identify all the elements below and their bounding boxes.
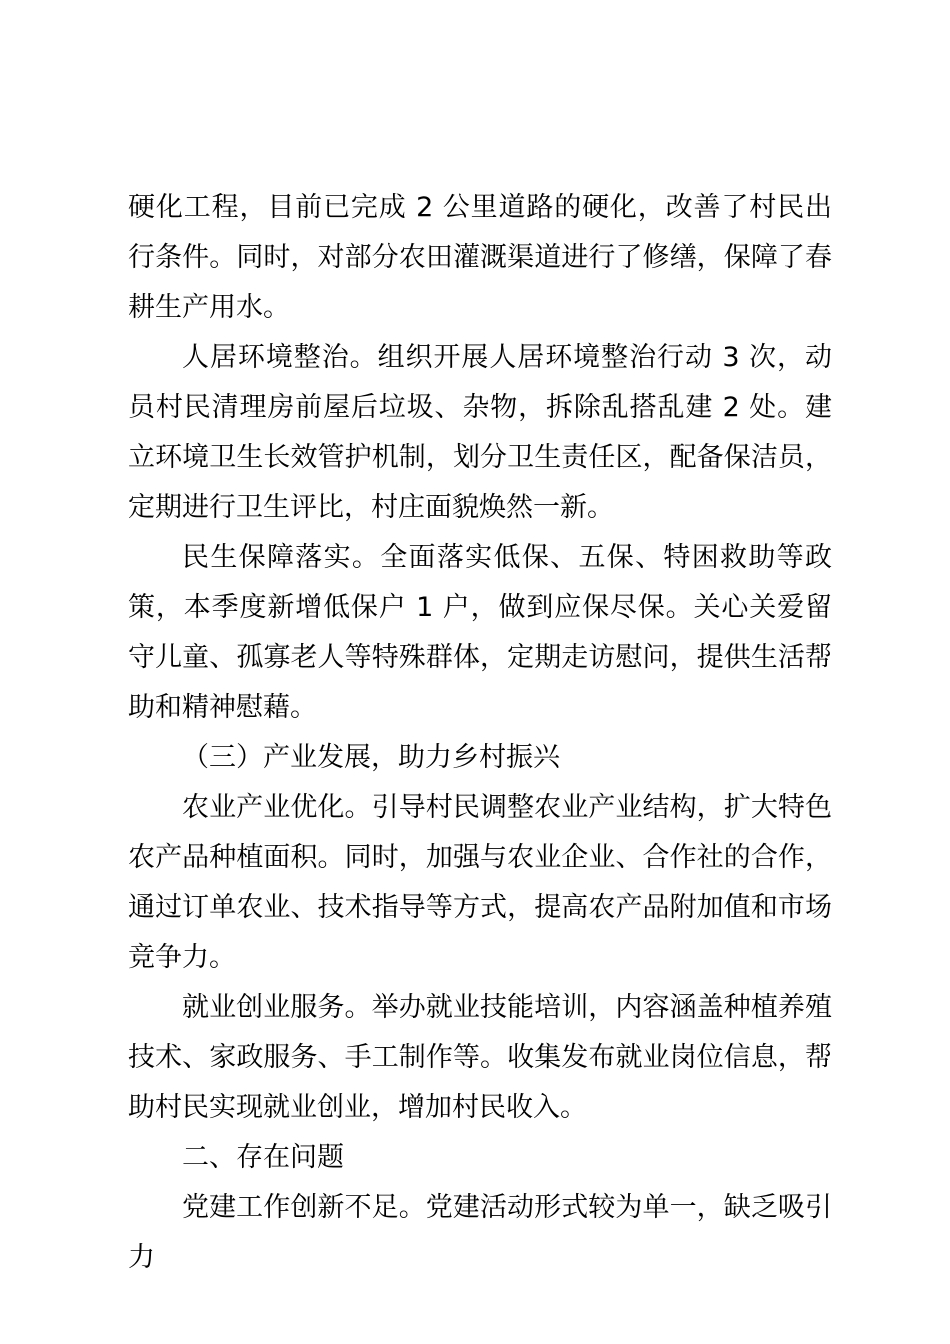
section-heading-problems: 二、存在问题 (182, 1142, 344, 1173)
document-body (128, 183, 832, 1283)
paragraph-employment: 就业创业服务。举办就业技能培训，内容涵盖种植养殖技术、家政服务、手工制作等。收集发布就业岗位信息，帮助村民实现就业创业，增加村民收入。 (128, 992, 832, 1123)
paragraph-agriculture: 农业产业优化。引导村民调整农业产业结构，扩大特色农产品种植面积。同时，加强与农业企业、合作社的合作，通过订单农业、技术指导等方式，提高农产品附加值和市场竞争力。 (128, 792, 832, 973)
paragraph-road-hardening: 硬化工程，目前已完成 2 公里道路的硬化，改善了村民出行条件。同时，对部分农田灌溉渠道进行了修缮，保障了春耕生产用水。 (128, 192, 832, 323)
paragraph-living-environment: 人居环境整治。组织开展人居环境整治行动 3 次，动员村民清理房前屋后垃圾、杂物，拆除乱搭乱建 2 处。建立环境卫生长效管护机制，划分卫生责任区，配备保洁员，定期进行卫生评比，村庄面貌焕然一新。 (128, 342, 832, 523)
section-heading-industry: （三）产业发展，助力乡村振兴 (182, 742, 560, 773)
paragraph-livelihood-security: 民生保障落实。全面落实低保、五保、特困救助等政策，本季度新增低保户 1 户，做到应保尽保。关心关爱留守儿童、孤寡老人等特殊群体，定期走访慰问，提供生活帮助和精神慰藉。 (128, 542, 832, 723)
paragraph-party-building: 党建工作创新不足。党建活动形式较为单一，缺乏吸引力 (128, 1192, 832, 1273)
